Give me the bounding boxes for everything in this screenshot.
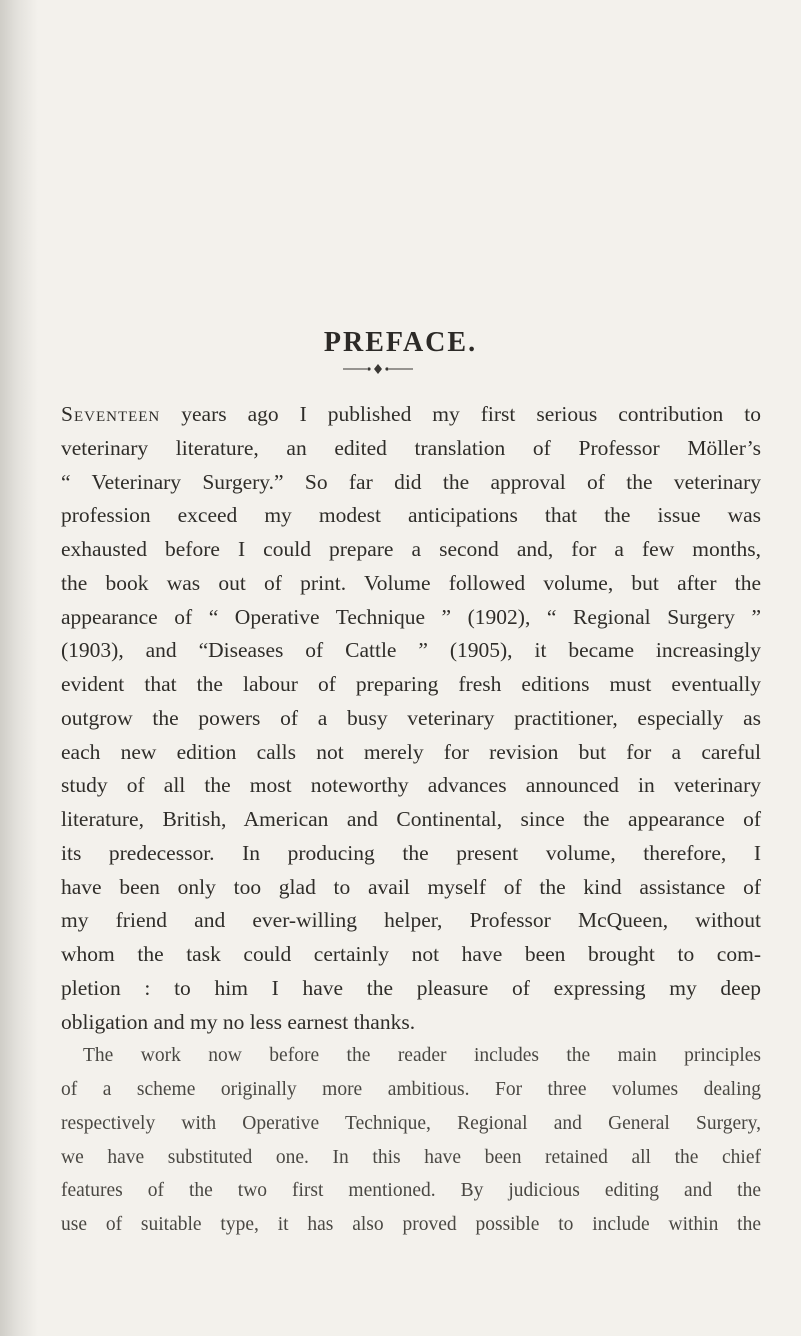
- text-line: use of suitable type, it has also proved possible to include within the: [61, 1214, 761, 1235]
- page-title: PREFACE.: [323, 326, 478, 358]
- text-line: Seventeen years ago I published my first serious contribution to: [61, 402, 761, 426]
- page-binding-shadow: [0, 0, 38, 1336]
- text-line: study of all the most noteworthy advances announced in veterinary: [61, 773, 761, 798]
- text-line: obligation and my no less earnest thanks.: [61, 1009, 416, 1034]
- text-line: literature, British, American and Continental, since the appearance of: [61, 807, 761, 831]
- text-line: profession exceed my modest anticipations that the issue was: [61, 503, 761, 528]
- preface-text: [61, 398, 761, 1242]
- text-line: we have substituted one. In this have been retained all the chief: [61, 1146, 761, 1168]
- paragraph-1: [61, 398, 761, 1039]
- text-line: “ Veterinary Surgery.” So far did the approval of the veterinary: [61, 469, 761, 494]
- text-line: features of the two first mentioned. By judicious editing and the: [61, 1180, 761, 1202]
- paragraph-2: [61, 1039, 761, 1242]
- text-line: its predecessor. In producing the present volume, therefore, I: [61, 840, 761, 865]
- text-line: outgrow the powers of a busy veterinary practitioner, especially as: [61, 705, 761, 730]
- text-line: exhausted before I could prepare a second and, for a few months,: [61, 537, 761, 561]
- text-line: the book was out of print. Volume followed volume, but after the: [61, 570, 761, 595]
- text-line: pletion : to him I have the pleasure of expressing my deep: [61, 975, 761, 1000]
- text-line: my friend and ever-willing helper, Professor McQueen, without: [61, 908, 761, 933]
- text-line: of a scheme originally more ambitious. For three volumes dealing: [61, 1079, 761, 1100]
- text-line: appearance of “ Operative Technique ” (1902), “ Regional Surgery ”: [61, 604, 761, 629]
- text-line: veterinary literature, an edited translation of Professor Möller’s: [61, 435, 761, 460]
- text-line: The work now before the reader includes the main principles: [83, 1045, 761, 1067]
- ornament-divider: [343, 363, 413, 375]
- text-line: each new edition calls not merely for revision but for a careful: [61, 739, 761, 764]
- text-line: whom the task could certainly not have been brought to com-: [61, 942, 761, 966]
- text-line: have been only too glad to avail myself of the kind assistance of: [61, 874, 761, 899]
- text-line: evident that the labour of preparing fresh editions must eventually: [61, 672, 761, 696]
- text-line: respectively with Operative Technique, Regional and General Surgery,: [61, 1112, 761, 1134]
- text-line: (1903), and “Diseases of Cattle ” (1905), it became increasingly: [61, 638, 761, 663]
- lead-word: Seventeen: [61, 402, 161, 426]
